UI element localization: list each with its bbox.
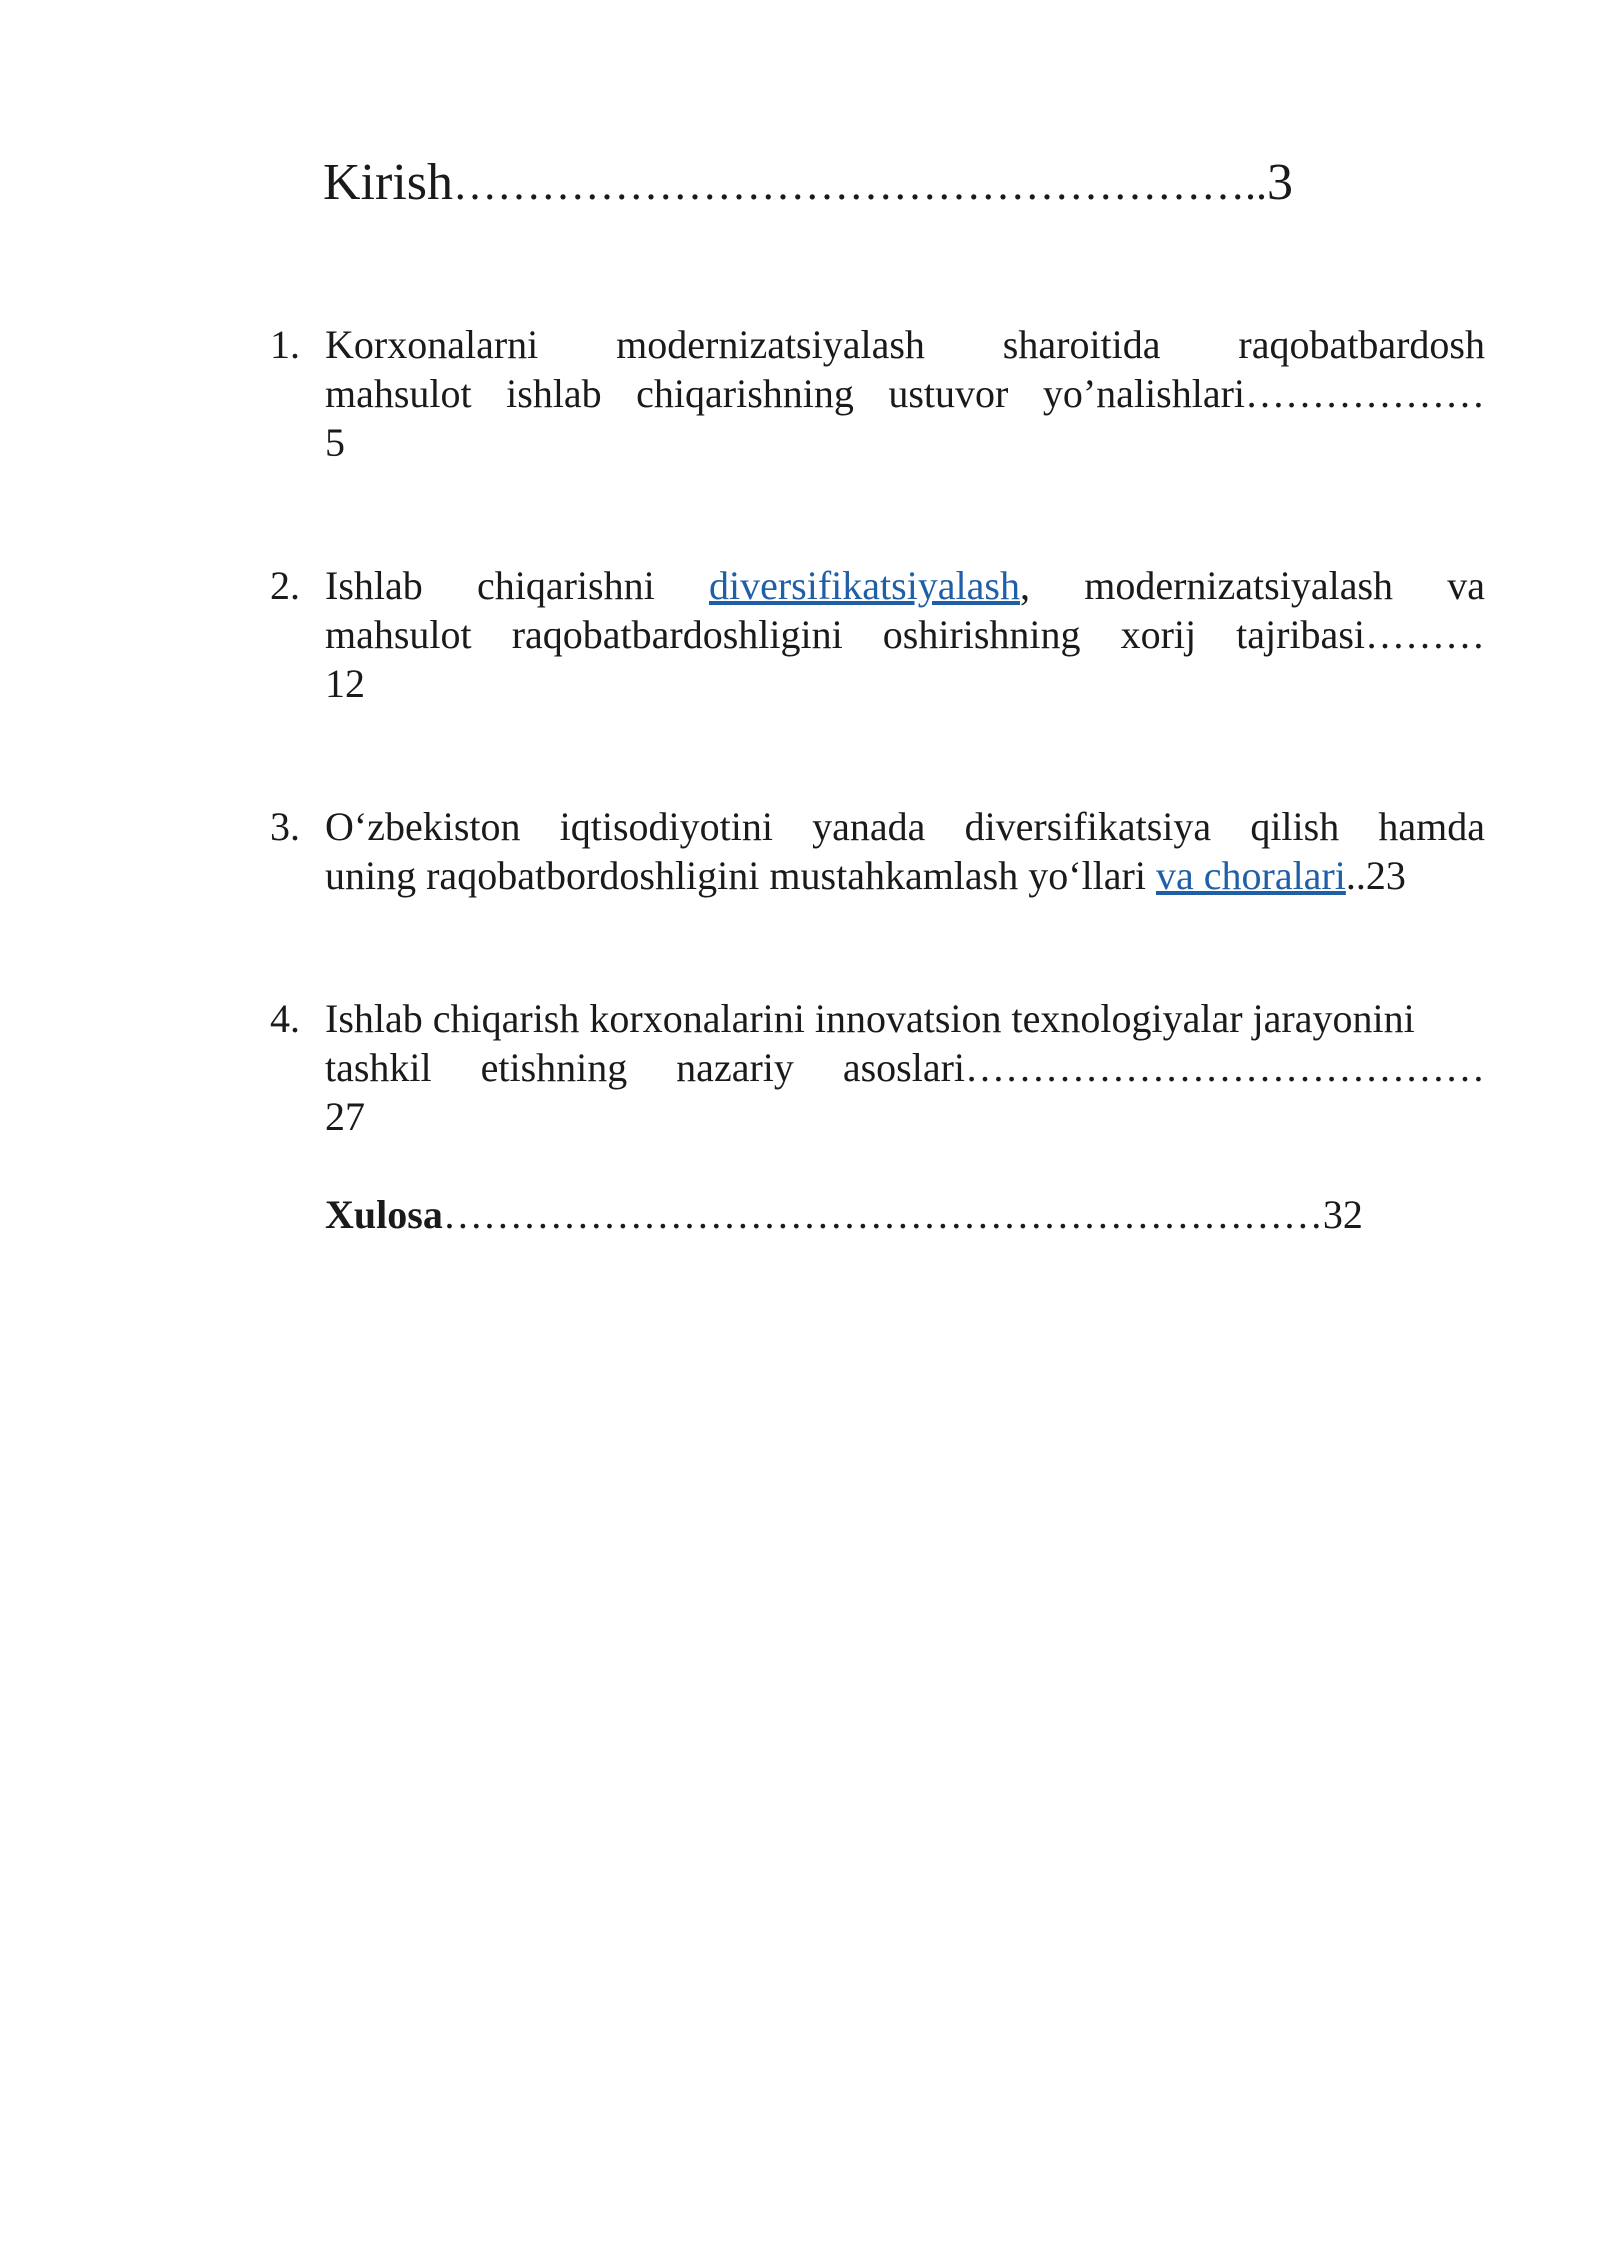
toc-entry-number: 3. (270, 804, 300, 849)
toc-intro-page: 3 (1267, 154, 1293, 211)
toc-entry-line: Korxonalarni modernizatsiyalash sharoitida raqobatbardosh (325, 322, 1485, 367)
toc-conclusion-page: 32 (1322, 1192, 1363, 1237)
toc-entry-3 (270, 802, 1490, 900)
toc-conclusion-leader-dots: ………………………………………………………… (442, 1192, 1323, 1237)
toc-intro-entry (323, 148, 1483, 220)
toc-entry-page: 5 (325, 420, 345, 465)
toc-entry-number: 2. (270, 563, 300, 608)
toc-entry-line: mahsulot ishlab chiqarishning ustuvor yo’nalishlari……………… (325, 371, 1485, 416)
diversifikatsiyalash-link[interactable]: diversifikatsiyalash (708, 563, 1020, 608)
toc-intro-title: Kirish (323, 154, 453, 211)
toc-entry-line (325, 561, 1485, 610)
toc-entry-4 (270, 994, 1490, 1141)
toc-entry-page: 27 (325, 1094, 365, 1139)
toc-conclusion-entry (325, 1190, 1485, 1239)
toc-intro-leader-dots: ……………………………………………….. (453, 160, 1267, 209)
toc-entry-number: 4. (270, 996, 300, 1041)
toc-entry-2 (270, 561, 1490, 708)
toc-entry-line: tashkil etishning nazariy asoslari………………………………… (325, 1045, 1485, 1090)
toc-entry-line: O‘zbekiston iqtisodiyotini yanada diversifikatsiya qilish hamda (325, 804, 1485, 849)
va-choralari-link[interactable]: va choralari (1155, 853, 1346, 898)
toc-entry-1 (270, 320, 1490, 467)
toc-entry-text-segment: Ishlab chiqarishni (325, 563, 709, 608)
toc-entry-text (325, 320, 1485, 467)
toc-entry-text (325, 802, 1485, 900)
toc-conclusion-title: Xulosa (325, 1192, 443, 1237)
toc-entry-line: Ishlab chiqarish korxonalarini innovatsion texnologiyalar jarayonini (325, 996, 1415, 1041)
toc-entry-page: 12 (325, 661, 365, 706)
toc-entry-page: ..23 (1345, 853, 1406, 898)
toc-entry-number: 1. (270, 322, 300, 367)
toc-entry-text (325, 561, 1485, 708)
toc-entry-text-segment: , modernizatsiyalash va (1020, 563, 1485, 608)
toc-entry-text (325, 994, 1505, 1141)
toc-entry-line: mahsulot raqobatbardoshligini oshirishning xorij tajribasi……… (325, 612, 1485, 657)
toc-entry-line (325, 851, 1485, 900)
toc-entry-text-segment: uning raqobatbordoshligini mustahkamlash yo‘llari (325, 853, 1156, 898)
